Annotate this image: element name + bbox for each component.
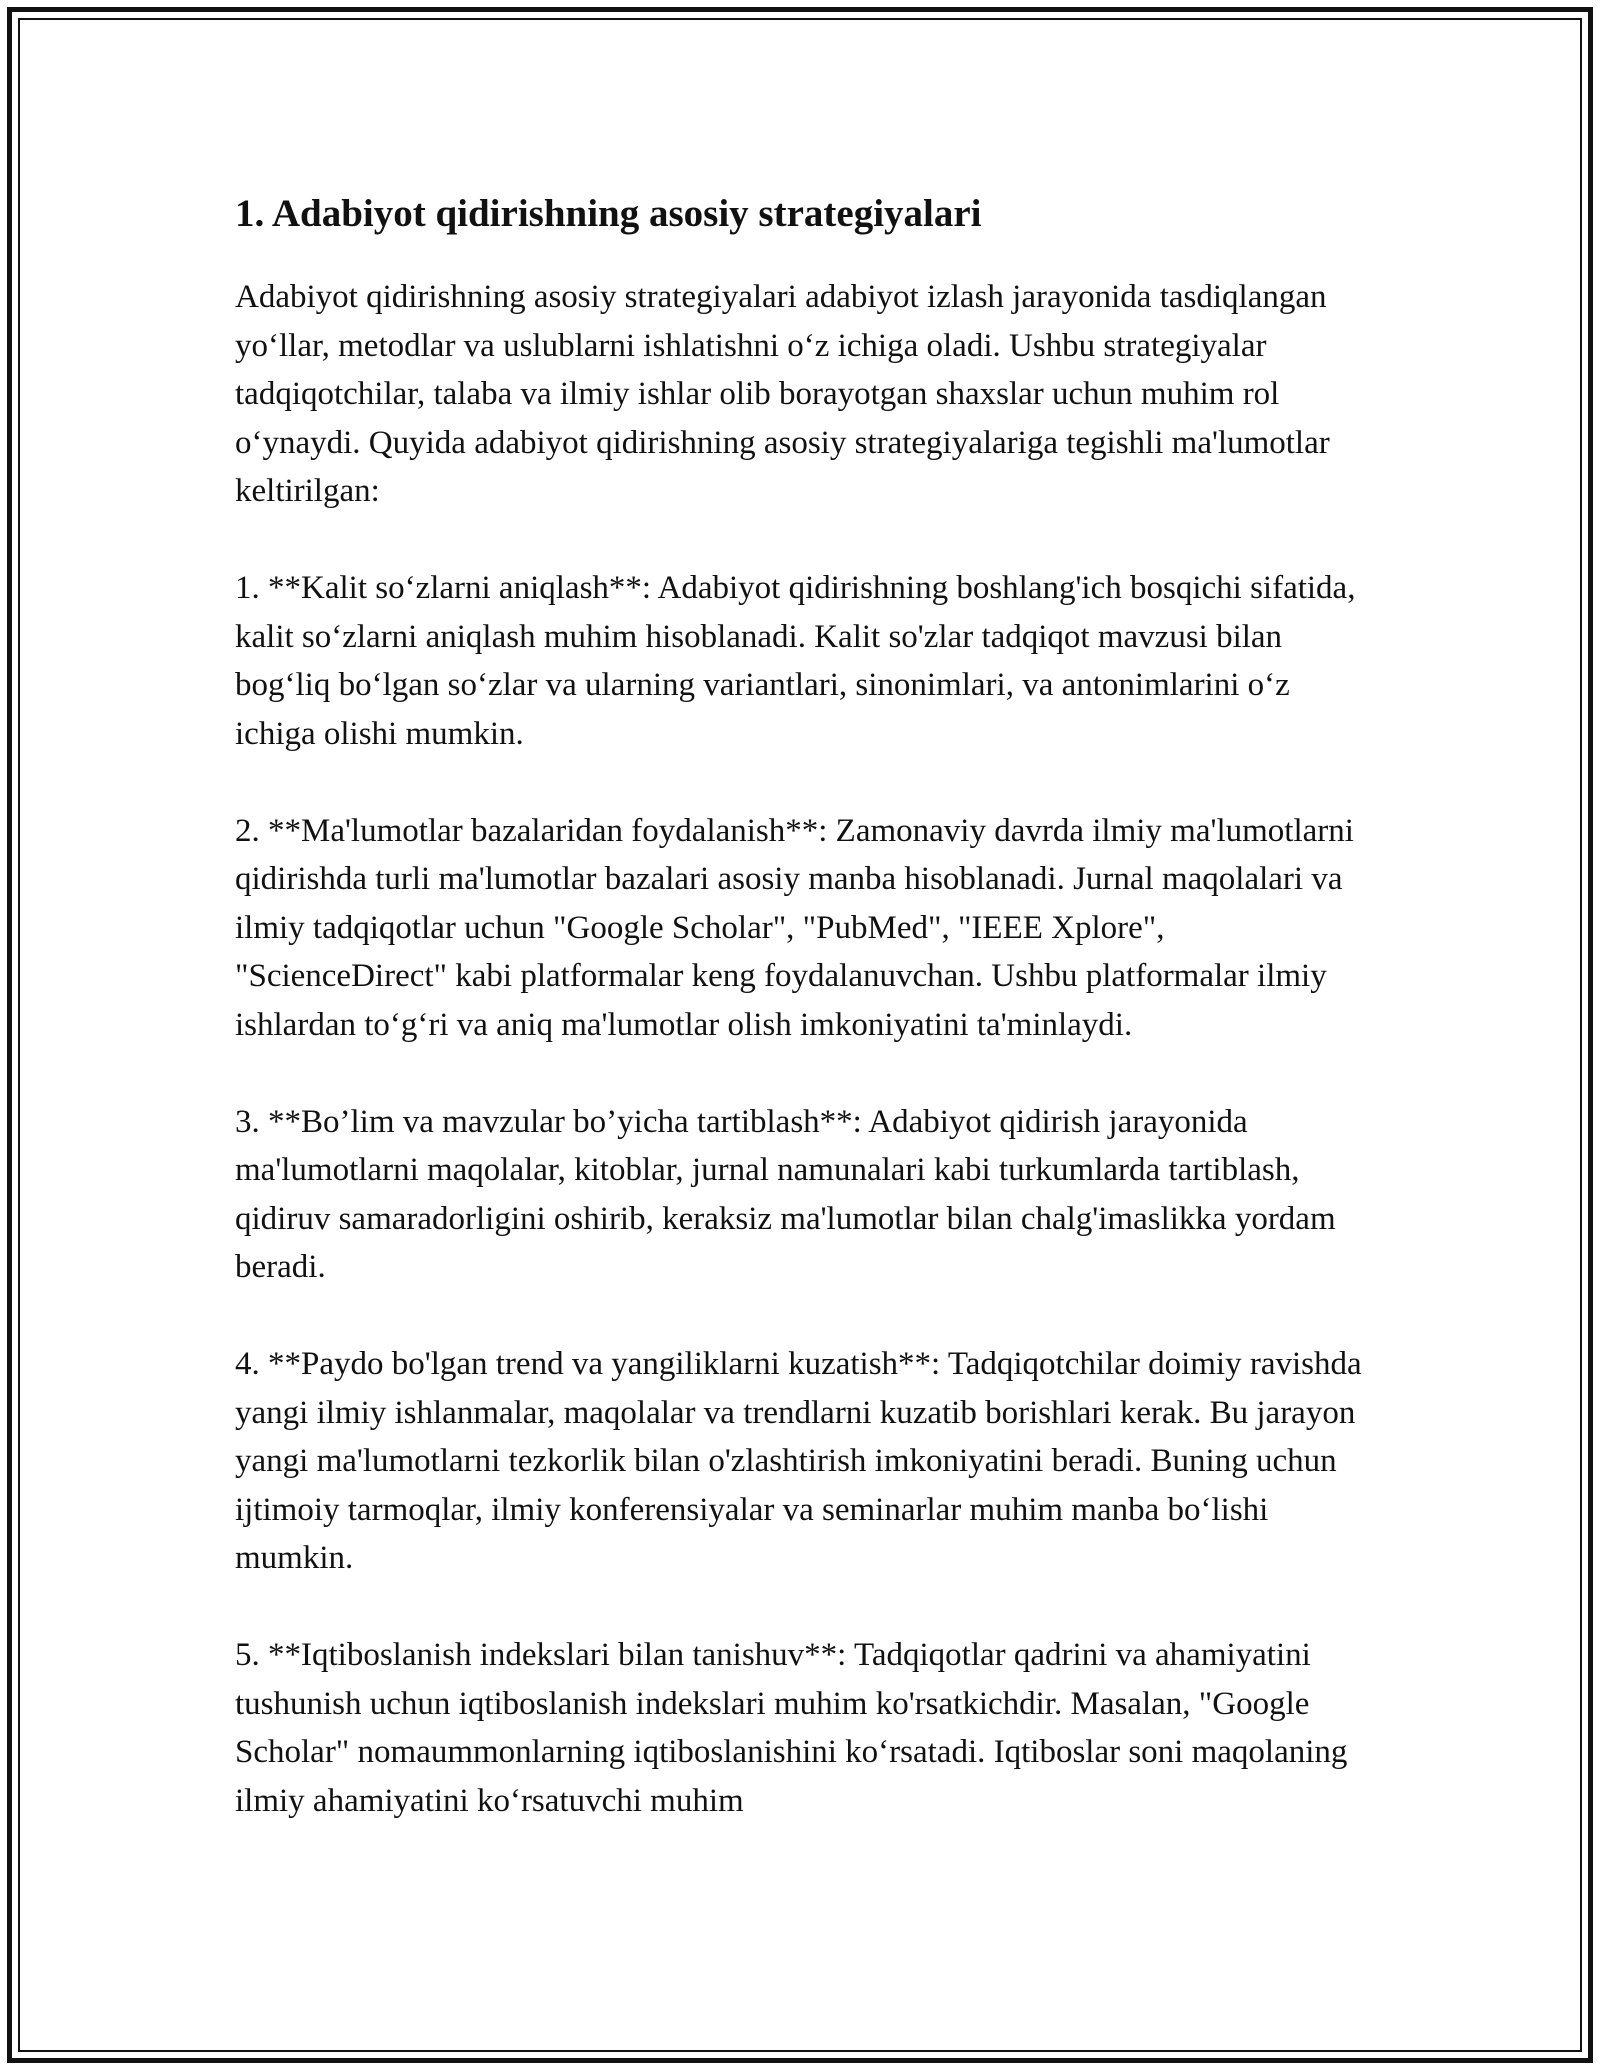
section-heading: 1. Adabiyot qidirishning asosiy strategiyalari [235, 192, 982, 235]
document-body [235, 185, 1375, 1825]
list-item-citations: 5. **Iqtiboslanish indekslari bilan tanishuv**: Tadqiqotlar qadrini va ahamiyatini tushunish uchun iqtiboslanish indekslari muhim ko'rsatkichdir. Masalan, "Google Scholar" nomaummonlarning iqtiboslanishini ko‘rsatadi. Iqtiboslar soni maqolaning ilmiy ahamiyatini ko‘rsatuvchi muhim [235, 1637, 1348, 1819]
list-item-databases: 2. **Ma'lumotlar bazalaridan foydalanish**: Zamonaviy davrda ilmiy ma'lumotlarni qidirishda turli ma'lumotlar bazalari asosiy manba hisoblanadi. Jurnal maqolalari va ilmiy tadqiqotlar uchun "Google Scholar", "PubMed", "IEEE Xplore", "ScienceDirect" kabi platformalar keng foydalanuvchan. Ushbu platformalar ilmiy ishlardan to‘g‘ri va aniq ma'lumotlar olish imkoniyatini ta'minlaydi. [235, 812, 1354, 1043]
list-item-keywords: 1. **Kalit so‘zlarni aniqlash**: Adabiyot qidirishning boshlang'ich bosqichi sifatida, kalit so‘zlarni aniqlash muhim hisoblanadi. Kalit so'zlar tadqiqot mavzusi bilan bog‘liq bo‘lgan so‘zlar va ularning variantlari, sinonimlari, va antonimlarini o‘z ichiga olishi mumkin. [235, 570, 1356, 752]
list-item-sorting: 3. **Bo’lim va mavzular bo’yicha tartiblash**: Adabiyot qidirish jarayonida ma'lumotlarni maqolalar, kitoblar, jurnal namunalari kabi turkumlarda tartiblash, qidiruv samaradorligini oshirib, keraksiz ma'lumotlar bilan chalg'imaslikka yordam beradi. [235, 1103, 1336, 1285]
list-item-trends: 4. **Paydo bo'lgan trend va yangiliklarni kuzatish**: Tadqiqotchilar doimiy ravishda yangi ilmiy ishlanmalar, maqolalar va trendlarni kuzatib borishlari kerak. Bu jarayon yangi ma'lumotlarni tezkorlik bilan o'zlashtirish imkoniyatini beradi. Buning uchun ijtimoiy tarmoqlar, ilmiy konferensiyalar va seminarlar muhim manba bo‘lishi mumkin. [235, 1346, 1362, 1576]
intro-paragraph: Adabiyot qidirishning asosiy strategiyalari adabiyot izlash jarayonida tasdiqlangan yo‘llar, metodlar va uslublarni ishlatishni o‘z ichiga oladi. Ushbu strategiyalar tadqiqotchilar, talaba va ilmiy ishlar olib borayotgan shaxslar uchun muhim rol o‘ynaydi. Quyida adabiyot qidirishning asosiy strategiyalariga tegishli ma'lumotlar keltirilgan: [235, 279, 1330, 509]
